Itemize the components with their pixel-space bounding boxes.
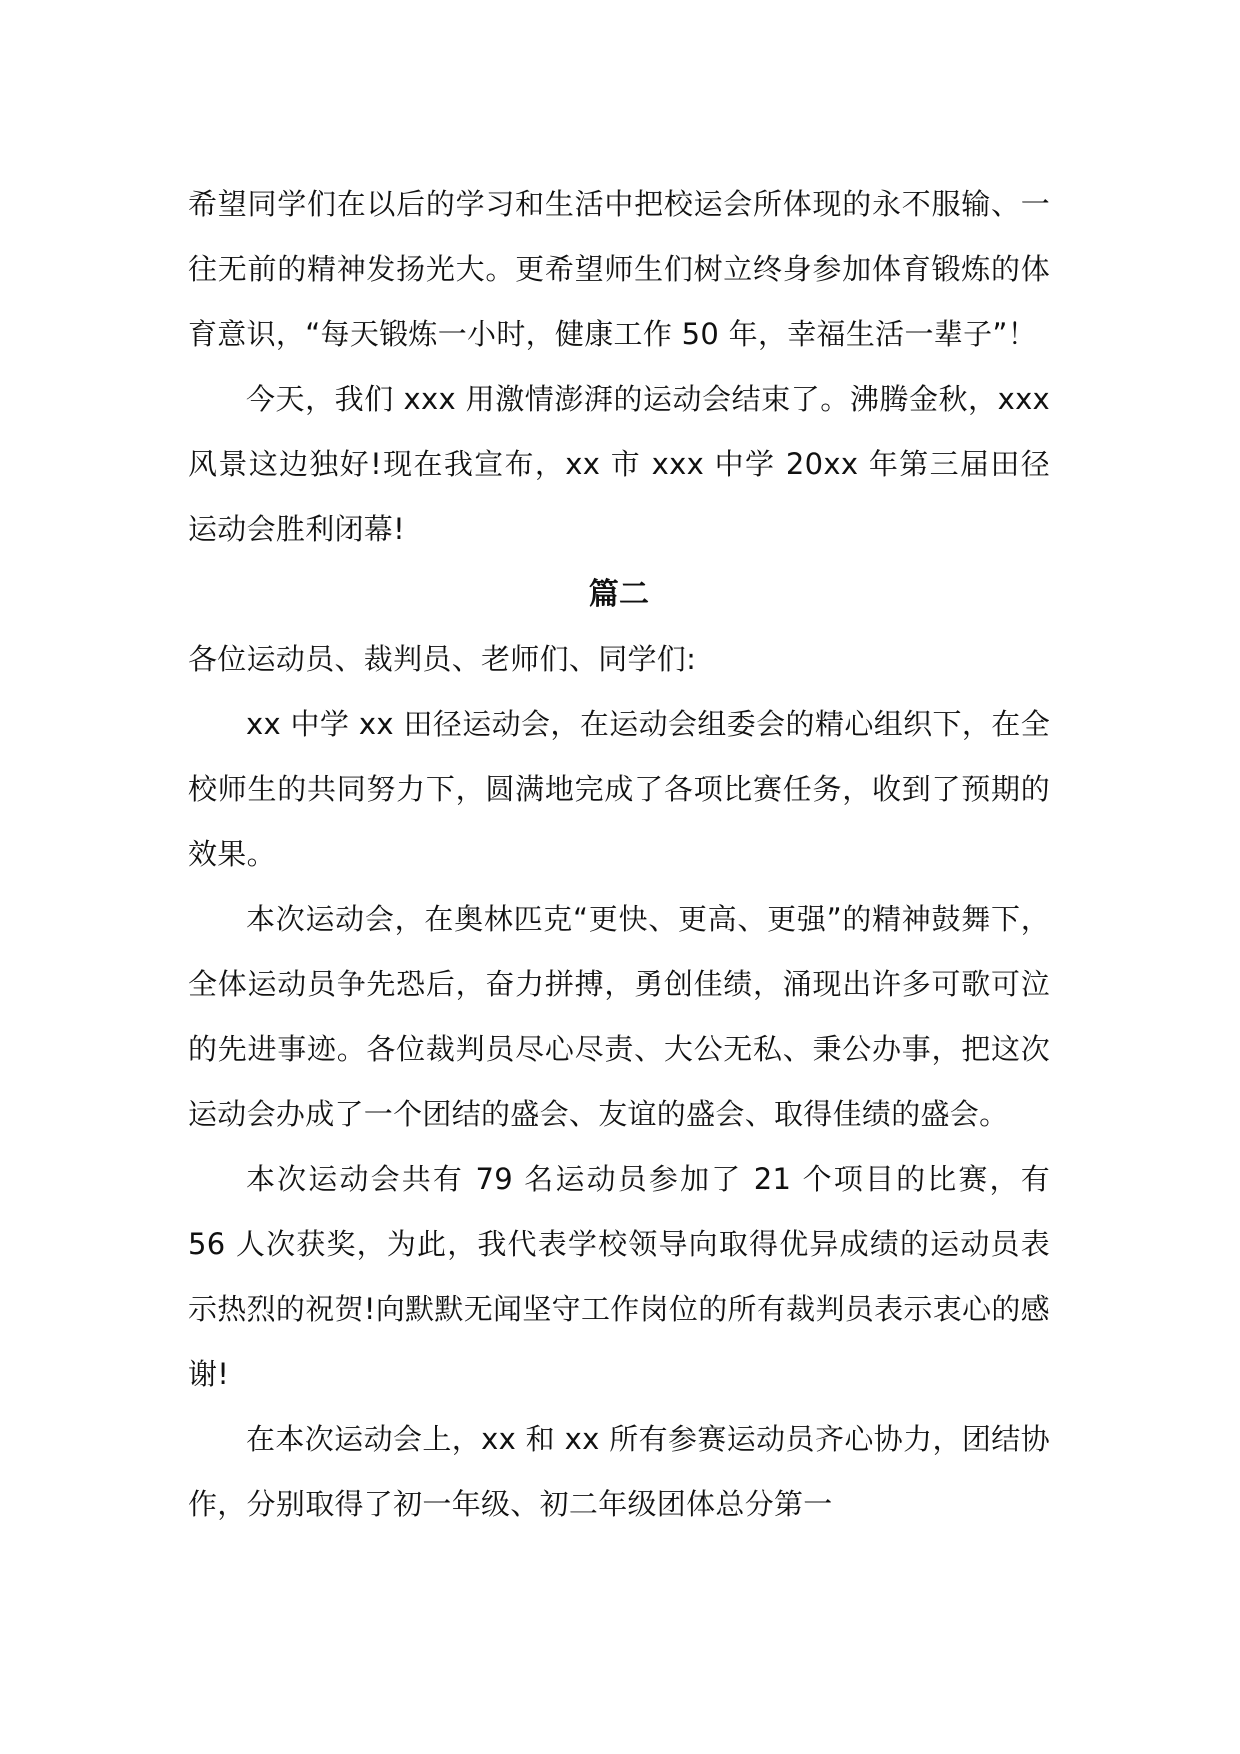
paragraph-team-results: 在本次运动会上，xx 和 xx 所有参赛运动员齐心协力，团结协作，分别取得了初一年级、初二年级团体总分第一 <box>188 1422 1050 1521</box>
paragraph-spirit: 本次运动会，在奥林匹克“更快、更高、更强”的精神鼓舞下，全体运动员争先恐后，奋力拼搏，勇创佳绩，涌现出许多可歌可泣的先进事迹。各位裁判员尽心尽责、大公无私、秉公办事，把这次运动会办成了一个团结的盛会、友谊的盛会、取得佳绩的盛会。 <box>188 902 1050 1131</box>
document-body <box>188 172 1050 1537</box>
paragraph-closing-announcement: 今天，我们 xxx 用激情澎湃的运动会结束了。沸腾金秋，xxx 风景这边独好!现在我宣布，xx 市 xxx 中学 20xx 年第三届田径运动会胜利闭幕! <box>188 382 1050 546</box>
paragraph-summary: xx 中学 xx 田径运动会，在运动会组委会的精心组织下，在全校师生的共同努力下，圆满地完成了各项比赛任务，收到了预期的效果。 <box>188 707 1050 871</box>
salutation: 各位运动员、裁判员、老师们、同学们: <box>188 642 697 676</box>
paragraph-results: 本次运动会共有 79 名运动员参加了 21 个项目的比赛，有 56 人次获奖，为此，我代表学校领导向取得优异成绩的运动员表示热烈的祝贺!向默默无闻坚守工作岗位的所有裁判员表示衷心的感谢! <box>188 1162 1050 1391</box>
section-heading: 篇二 <box>588 577 650 612</box>
paragraph-closing-wish: 希望同学们在以后的学习和生活中把校运会所体现的永不服输、一往无前的精神发扬光大。更希望师生们树立终身参加体育锻炼的体育意识，“每天锻炼一小时，健康工作 50 年，幸福生活一辈子”！ <box>188 187 1050 351</box>
